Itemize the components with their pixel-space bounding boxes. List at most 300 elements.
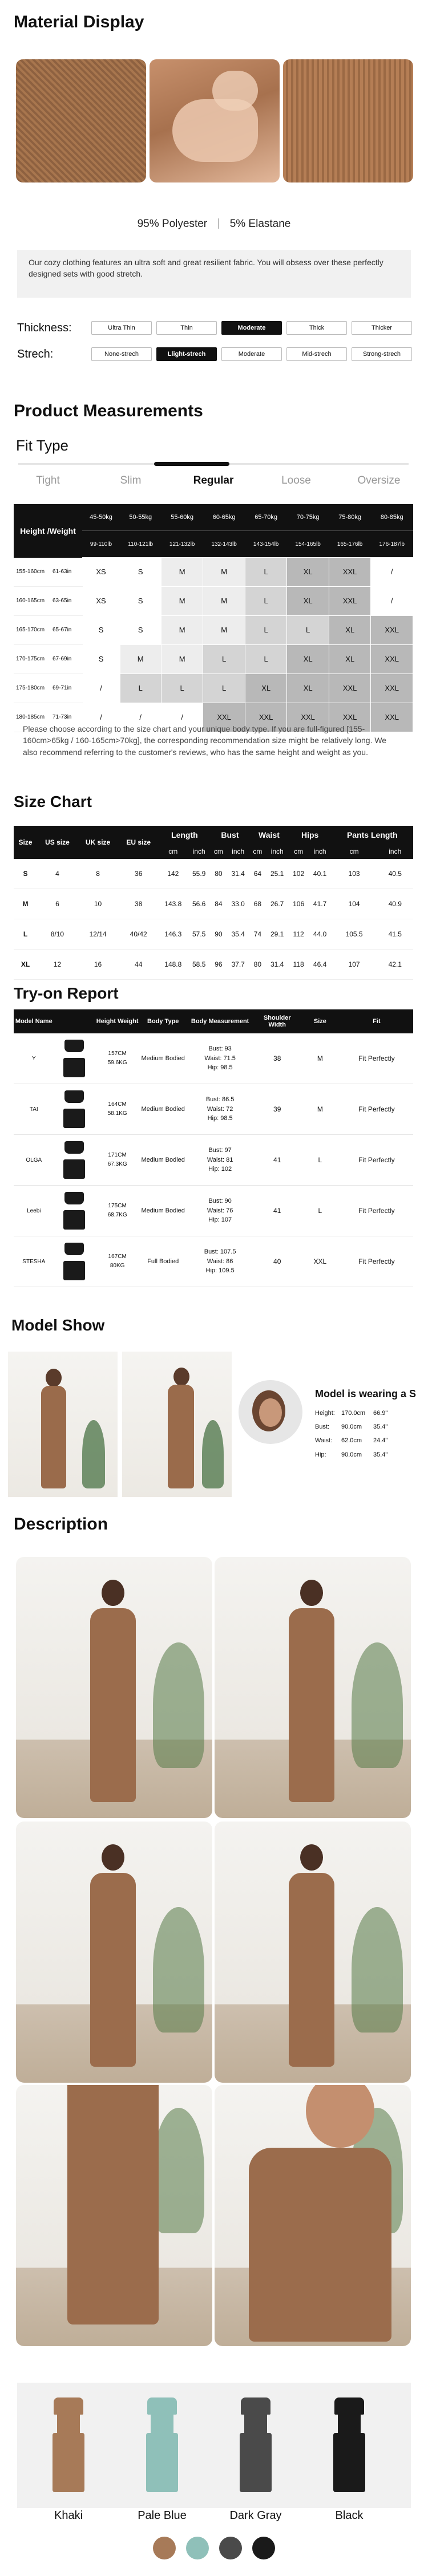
- hw-size-cell: XL: [287, 674, 329, 703]
- size-cell: 38: [118, 889, 159, 919]
- material-paragraph: Our cozy clothing features an ultra soft and great resilient fabric. You will obsess over these perfectly designed sets with good stretch.: [29, 258, 383, 279]
- tryon-measurement-line: Waist: 76: [207, 1207, 233, 1214]
- hw-height-cm: 160-165cm: [16, 598, 45, 604]
- tryon-shoulder: 40: [254, 1236, 300, 1287]
- tryon-height-weight: [95, 1084, 140, 1135]
- fit-options: [14, 474, 413, 487]
- jumpsuit-shape: [90, 1873, 136, 2067]
- model-show-photo-1: [8, 1352, 118, 1497]
- model-head: [300, 1580, 323, 1606]
- hw-weight-lb: 110-121lb: [120, 531, 161, 558]
- tryon-measurement-line: Waist: 81: [207, 1156, 233, 1163]
- tryon-photo: [54, 1135, 95, 1186]
- hw-size-cell: L: [203, 674, 245, 703]
- color-swatch[interactable]: [153, 2537, 176, 2559]
- fabric-swatch-3: [283, 59, 413, 182]
- color-variant[interactable]: [34, 2395, 103, 2526]
- stretch-option: Mid-strech: [286, 347, 347, 361]
- hw-weight-kg: 55-60kg: [161, 504, 203, 531]
- tryon-photo: [54, 1033, 95, 1084]
- tryon-model-name: STESHA: [14, 1236, 54, 1287]
- thickness-row: [17, 319, 417, 336]
- size-unit: inch: [227, 844, 249, 859]
- size-header: US size: [37, 826, 78, 859]
- outfit-thumbnail: [60, 1038, 88, 1078]
- description-photo: [215, 2085, 411, 2346]
- size-cell: 105.5: [332, 919, 377, 950]
- tryon-measurement-line: Hip: 98.5: [207, 1115, 233, 1122]
- hw-size-cell: M: [161, 558, 203, 587]
- hw-height-cm: 175-180cm: [16, 685, 45, 691]
- tryon-header: Fit: [340, 1009, 413, 1033]
- hw-size-cell: XL: [287, 586, 329, 615]
- tryon-height: 171CM: [108, 1152, 127, 1158]
- tryon-fit: Fit Perfectly: [340, 1186, 413, 1236]
- tryon-header: Model Name: [14, 1009, 54, 1033]
- hw-height: [14, 586, 82, 615]
- stretch-label: Strech:: [17, 347, 54, 360]
- tryon-header: Height Weight: [95, 1009, 140, 1033]
- thickness-label: Thickness:: [17, 321, 72, 334]
- size-chart-title: Size Chart: [14, 793, 92, 810]
- hw-weight-kg: 45-50kg: [82, 504, 120, 531]
- stretch-row: [17, 346, 417, 363]
- thickness-option: Moderate: [221, 321, 282, 335]
- outfit-thumbnail: [60, 1191, 88, 1231]
- outfit-thumbnail: [60, 1140, 88, 1180]
- tryon-measurement: [186, 1135, 255, 1186]
- hw-height: [14, 615, 82, 644]
- size-chart-table: [14, 826, 413, 980]
- size-cell: 12/14: [78, 919, 119, 950]
- size-header: Waist: [249, 826, 289, 844]
- model-stat-cm: 90.0cm: [341, 1451, 362, 1458]
- tryon-header: [54, 1009, 95, 1033]
- hw-size-cell: M: [161, 644, 203, 674]
- size-cell: 40.9: [377, 889, 413, 919]
- hand-shape-2: [212, 71, 258, 111]
- hw-size-cell: XXL: [329, 703, 371, 732]
- tryon-weight: 80KG: [110, 1263, 125, 1269]
- hw-weight-kg: 65-70kg: [245, 504, 287, 531]
- hw-size-cell: L: [203, 644, 245, 674]
- material-title: Material Display: [14, 13, 144, 31]
- tryon-weight: 67.3KG: [107, 1161, 127, 1167]
- description-photo: [16, 1822, 212, 2083]
- tryon-size: M: [300, 1033, 340, 1084]
- tryon-body-type: Medium Bodied: [140, 1186, 186, 1236]
- model-stat-label: Hip:: [315, 1451, 326, 1458]
- tryon-measurement: [186, 1236, 255, 1287]
- size-unit: cm: [159, 844, 188, 859]
- size-header: Pants Length: [332, 826, 413, 844]
- hw-size-cell: /: [82, 674, 120, 703]
- thickness-option: Thicker: [352, 321, 412, 335]
- size-cell: 35.4: [227, 919, 249, 950]
- hw-size-cell: L: [245, 558, 287, 587]
- hw-size-cell: XS: [82, 558, 120, 587]
- tryon-wrap: [14, 1009, 413, 1287]
- size-cell: 37.7: [227, 950, 249, 980]
- size-cell: 26.7: [266, 889, 289, 919]
- hw-height-cm: 170-175cm: [16, 656, 45, 662]
- tryon-body-type: Full Bodied: [140, 1236, 186, 1287]
- tryon-measurement-line: Bust: 90: [208, 1198, 232, 1205]
- material-description-box: [17, 250, 411, 298]
- tryon-body-type: Medium Bodied: [140, 1135, 186, 1186]
- size-cell: 103: [332, 859, 377, 889]
- tryon-height: 175CM: [108, 1203, 127, 1209]
- hw-height: [14, 674, 82, 703]
- tryon-photo: [54, 1084, 95, 1135]
- size-cell: 33.0: [227, 889, 249, 919]
- model-stat-row: [315, 1434, 423, 1447]
- tryon-height-weight: [95, 1236, 140, 1287]
- fit-type-label: Fit Type: [16, 437, 69, 454]
- size-cell: 146.3: [159, 919, 188, 950]
- description-photo: [215, 1822, 411, 2083]
- hw-weight-kg: 75-80kg: [329, 504, 371, 531]
- material-section: [0, 13, 428, 32]
- hw-size-cell: XL: [287, 558, 329, 587]
- measurements-note: Please choose according to the size chart and your unique body type. If you are full-figured [155-160cm>65kg / 160-165cm>70kg], the corresponding recommendation size might be relatively long. We also recommend referring to the customer's reviews, who has the same height and weight as you.: [23, 724, 387, 757]
- fit-option: Tight: [36, 474, 60, 486]
- hw-size-cell: XXL: [371, 703, 413, 732]
- color-variant[interactable]: [315, 2395, 383, 2526]
- tryon-measurement-line: Hip: 109.5: [205, 1267, 235, 1275]
- color-variant-figure: [128, 2395, 196, 2492]
- size-cell: 40/42: [118, 919, 159, 950]
- fabric-swatch-1: [16, 59, 146, 182]
- hw-weight-lb: 165-176lb: [329, 531, 371, 558]
- table-row: [14, 1236, 413, 1287]
- tryon-measurement: [186, 1186, 255, 1236]
- tryon-measurement-line: Hip: 98.5: [207, 1064, 233, 1072]
- model-stat-in: 35.4": [373, 1451, 388, 1458]
- hw-size-cell: S: [82, 644, 120, 674]
- size-cell: 41.7: [309, 889, 332, 919]
- size-cell: L: [14, 919, 37, 950]
- size-unit: inch: [309, 844, 332, 859]
- hw-size-cell: S: [82, 615, 120, 644]
- size-cell: 107: [332, 950, 377, 980]
- size-cell: 44.0: [309, 919, 332, 950]
- table-row: [14, 919, 413, 950]
- model-stat-cm: 90.0cm: [341, 1423, 362, 1431]
- thickness-option: Ultra Thin: [91, 321, 152, 335]
- hw-height-in: 61-63in: [53, 569, 72, 575]
- color-swatch[interactable]: [186, 2537, 209, 2559]
- hw-height-cm: 180-185cm: [16, 714, 45, 720]
- fit-type-scale: [14, 463, 413, 492]
- color-variant[interactable]: [128, 2395, 196, 2526]
- model-stat-in: 24.4": [373, 1437, 388, 1445]
- size-cell: 31.4: [266, 950, 289, 980]
- size-cell: 41.5: [377, 919, 413, 950]
- hw-size-cell: XL: [329, 644, 371, 674]
- tryon-header: Shoulder Width: [254, 1009, 300, 1033]
- tryon-shoulder: 39: [254, 1084, 300, 1135]
- hw-size-cell: M: [161, 615, 203, 644]
- size-cell: 112: [289, 919, 309, 950]
- hw-height-cm: 165-170cm: [16, 627, 45, 633]
- hw-size-cell: S: [120, 558, 161, 587]
- hw-size-cell: L: [161, 674, 203, 703]
- tryon-photo: [54, 1186, 95, 1236]
- fit-option: Slim: [120, 474, 142, 486]
- tryon-model-name: Leebi: [14, 1186, 54, 1236]
- hw-height: [14, 558, 82, 587]
- hw-size-cell: XS: [82, 586, 120, 615]
- size-cell: 25.1: [266, 859, 289, 889]
- tryon-photo: [54, 1236, 95, 1287]
- model-stat-label: Height:: [315, 1410, 335, 1417]
- hw-weight-kg: 70-75kg: [287, 504, 329, 531]
- model-head: [300, 1844, 323, 1871]
- tryon-measurement-line: Hip: 107: [208, 1216, 232, 1224]
- fit-option: Loose: [281, 474, 311, 486]
- hw-size-cell: L: [287, 615, 329, 644]
- description-title: Description: [14, 1515, 108, 1534]
- jumpsuit-legs: [67, 2085, 159, 2325]
- model-stat-in: 66.9": [373, 1410, 388, 1417]
- hw-height-in: 71-73in: [53, 714, 72, 720]
- plant-shape: [153, 1907, 204, 2033]
- jumpsuit-shape: [289, 1873, 334, 2067]
- model-stats: [315, 1406, 423, 1462]
- hw-size-cell: /: [371, 586, 413, 615]
- color-swatch-row: [0, 2537, 428, 2559]
- size-unit: cm: [332, 844, 377, 859]
- size-cell: 84: [211, 889, 227, 919]
- hw-weight-kg: 60-65kg: [203, 504, 245, 531]
- tryon-body-type: Medium Bodied: [140, 1033, 186, 1084]
- size-cell: 16: [78, 950, 119, 980]
- size-cell: 102: [289, 859, 309, 889]
- tryon-header: Size: [300, 1009, 340, 1033]
- tryon-size: M: [300, 1084, 340, 1135]
- color-variant-label: Black: [335, 2509, 364, 2522]
- table-row: [14, 859, 413, 889]
- size-unit: inch: [188, 844, 211, 859]
- height-weight-table: [14, 504, 413, 732]
- size-cell: 148.8: [159, 950, 188, 980]
- tryon-header: Body Measurement: [186, 1009, 255, 1033]
- stretch-option: Llight-strech: [156, 347, 217, 361]
- plant-shape: [352, 1642, 403, 1768]
- model-show-title: Model Show: [11, 1316, 105, 1334]
- tryon-size: XXL: [300, 1236, 340, 1287]
- color-variant-label: Khaki: [54, 2509, 83, 2522]
- thickness-options: [91, 321, 412, 335]
- tryon-shoulder: 41: [254, 1186, 300, 1236]
- tryon-measurement-line: Waist: 71.5: [204, 1054, 236, 1062]
- table-row: [14, 889, 413, 919]
- hw-size-cell: S: [120, 586, 161, 615]
- model-avatar: [239, 1380, 302, 1444]
- tryon-weight: 58.1KG: [107, 1110, 127, 1117]
- size-cell: 142: [159, 859, 188, 889]
- fit-scale-active: [154, 462, 229, 466]
- model-show-photo-2: [122, 1352, 232, 1497]
- tryon-weight: 68.7KG: [107, 1212, 127, 1218]
- stretch-option: Strong-strech: [352, 347, 412, 361]
- color-variant-label: Dark Gray: [229, 2509, 282, 2522]
- hw-size-cell: XXL: [329, 558, 371, 587]
- size-cell: 42.1: [377, 950, 413, 980]
- size-cell: 80: [211, 859, 227, 889]
- size-cell: M: [14, 889, 37, 919]
- composition-polyester: 95% Polyester: [137, 218, 208, 230]
- model-stat-in: 35.4": [373, 1423, 388, 1431]
- hw-corner: Height /Weight: [14, 504, 82, 558]
- hw-size-cell: M: [203, 586, 245, 615]
- size-cell: 68: [249, 889, 265, 919]
- size-cell: 104: [332, 889, 377, 919]
- size-cell: 64: [249, 859, 265, 889]
- plant-shape: [153, 1642, 204, 1768]
- hw-size-cell: /: [371, 558, 413, 587]
- hw-height-cm: 155-160cm: [16, 569, 45, 575]
- tryon-height-weight: [95, 1186, 140, 1236]
- table-row: [14, 558, 413, 587]
- jumpsuit-shape: [90, 1608, 136, 1802]
- size-unit: inch: [266, 844, 289, 859]
- hw-height-in: 65-67in: [53, 627, 72, 633]
- size-unit: cm: [211, 844, 227, 859]
- size-cell: 118: [289, 950, 309, 980]
- tryon-model-name: TAI: [14, 1084, 54, 1135]
- size-unit: inch: [377, 844, 413, 859]
- thickness-option: Thick: [286, 321, 347, 335]
- hw-size-cell: XL: [287, 644, 329, 674]
- hw-weight-lb: 143-154lb: [245, 531, 287, 558]
- size-unit: cm: [289, 844, 309, 859]
- table-row: [14, 950, 413, 980]
- hw-size-cell: XXL: [245, 703, 287, 732]
- tryon-height-weight: [95, 1135, 140, 1186]
- hw-weight-lb: 154-165lb: [287, 531, 329, 558]
- jumpsuit-top: [249, 2148, 391, 2342]
- model-stat-cm: 170.0cm: [341, 1410, 366, 1417]
- tryon-fit: Fit Perfectly: [340, 1236, 413, 1287]
- hw-weight-kg: 80-85kg: [371, 504, 413, 531]
- fit-option: Oversize: [357, 474, 401, 486]
- hw-size-cell: XXL: [371, 674, 413, 703]
- hw-size-cell: /: [82, 703, 120, 732]
- height-weight-table-wrap: [14, 504, 413, 732]
- hw-size-cell: S: [120, 615, 161, 644]
- size-cell: 58.5: [188, 950, 211, 980]
- plant-shape: [352, 1907, 403, 2033]
- model-wearing-text: Model is wearing a S: [315, 1388, 417, 1399]
- size-cell: 106: [289, 889, 309, 919]
- outfit-thumbnail: [60, 1089, 88, 1129]
- tryon-height: 167CM: [108, 1253, 127, 1260]
- tryon-measurement-line: Bust: 93: [208, 1045, 232, 1053]
- size-header: UK size: [78, 826, 119, 859]
- table-row: [14, 615, 413, 644]
- tryon-measurement: [186, 1084, 255, 1135]
- description-photo: [16, 1557, 212, 1818]
- size-cell: 96: [211, 950, 227, 980]
- tryon-measurement-line: Waist: 72: [207, 1105, 233, 1113]
- tryon-size: L: [300, 1186, 340, 1236]
- tryon-model-name: OLGA: [14, 1135, 54, 1186]
- tryon-size: L: [300, 1135, 340, 1186]
- hw-height-in: 63-65in: [53, 598, 72, 604]
- size-cell: 90: [211, 919, 227, 950]
- tryon-shoulder: 41: [254, 1135, 300, 1186]
- size-header: Hips: [289, 826, 332, 844]
- color-swatch[interactable]: [219, 2537, 242, 2559]
- tryon-model-name: Y: [14, 1033, 54, 1084]
- hw-weight-lb: 132-143lb: [203, 531, 245, 558]
- hw-weight-lb: 99-110lb: [82, 531, 120, 558]
- size-cell: 8/10: [37, 919, 78, 950]
- size-cell: 4: [37, 859, 78, 889]
- size-cell: 56.6: [188, 889, 211, 919]
- model-stat-label: Waist:: [315, 1437, 333, 1445]
- hw-size-cell: XXL: [371, 644, 413, 674]
- hw-size-cell: XL: [245, 674, 287, 703]
- color-variant[interactable]: [221, 2395, 290, 2526]
- size-cell: 29.1: [266, 919, 289, 950]
- stretch-option: None-strech: [91, 347, 152, 361]
- jumpsuit-shape: [289, 1608, 334, 1802]
- hw-size-cell: XL: [329, 615, 371, 644]
- plant-shape: [153, 2108, 204, 2233]
- size-cell: S: [14, 859, 37, 889]
- size-header: EU size: [118, 826, 159, 859]
- stretch-option: Moderate: [221, 347, 282, 361]
- hw-size-cell: XXL: [329, 674, 371, 703]
- table-row: [14, 1135, 413, 1186]
- hw-weight-lb: 176-187lb: [371, 531, 413, 558]
- hw-size-cell: M: [203, 615, 245, 644]
- table-row: [14, 674, 413, 703]
- color-variant-figure: [315, 2395, 383, 2492]
- model-stat-row: [315, 1420, 423, 1434]
- fit-option: Regular: [193, 474, 234, 486]
- size-cell: 57.5: [188, 919, 211, 950]
- tryon-fit: Fit Perfectly: [340, 1033, 413, 1084]
- description-photo: [215, 1557, 411, 1818]
- table-row: [14, 644, 413, 674]
- tryon-measurement-line: Bust: 107.5: [204, 1248, 236, 1256]
- hw-size-cell: XXL: [329, 586, 371, 615]
- composition-elastane: 5% Elastane: [229, 218, 291, 230]
- color-swatch[interactable]: [252, 2537, 275, 2559]
- table-row: [14, 586, 413, 615]
- outfit-thumbnail: [60, 1242, 88, 1281]
- hw-size-cell: L: [245, 644, 287, 674]
- size-chart-wrap: [14, 826, 413, 980]
- tryon-weight: 59.6KG: [107, 1060, 127, 1066]
- hw-weight-lb: 121-132lb: [161, 531, 203, 558]
- color-variant-label: Pale Blue: [138, 2509, 187, 2522]
- tryon-measurement-line: Hip: 102: [208, 1166, 232, 1173]
- tryon-shoulder: 38: [254, 1033, 300, 1084]
- size-cell: 6: [37, 889, 78, 919]
- tryon-height: 164CM: [108, 1101, 127, 1108]
- size-cell: 44: [118, 950, 159, 980]
- size-header: Bust: [211, 826, 250, 844]
- table-row: [14, 1186, 413, 1236]
- size-header: Length: [159, 826, 211, 844]
- hw-height: [14, 644, 82, 674]
- hw-size-cell: M: [120, 644, 161, 674]
